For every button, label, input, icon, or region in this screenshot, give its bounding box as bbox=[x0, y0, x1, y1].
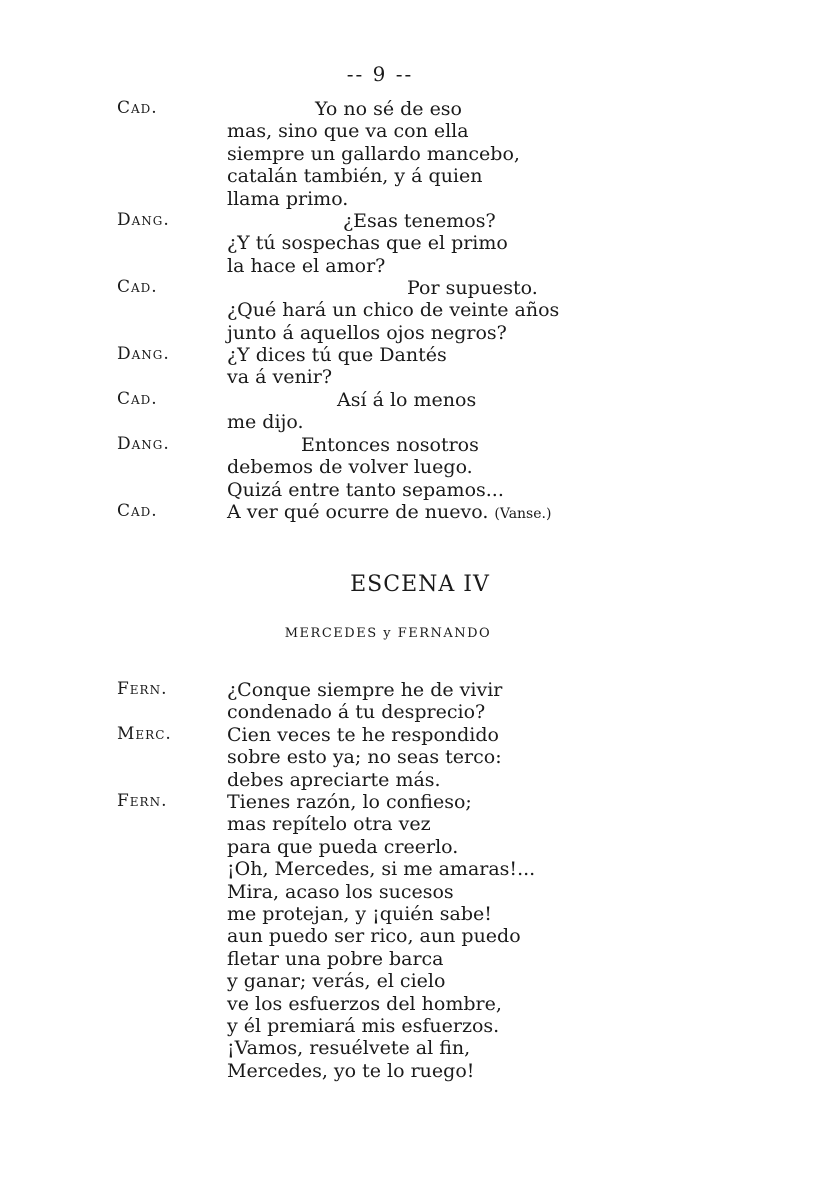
speech-lines bbox=[227, 791, 787, 1082]
verse-line: ve los esfuerzos del hombre, bbox=[227, 992, 502, 1015]
verse-line: Mercedes, yo te lo ruego! bbox=[227, 1059, 475, 1082]
verse-line: debemos de volver luego. bbox=[227, 456, 473, 479]
verse-line: para que pueda creerlo. bbox=[227, 835, 459, 858]
speech-lines bbox=[227, 98, 787, 210]
speaker-name: Dang. bbox=[117, 210, 170, 230]
speech-lines bbox=[227, 210, 787, 277]
speech-lines bbox=[227, 434, 787, 501]
verse-line: condenado á tu desprecio? bbox=[227, 701, 486, 724]
verse-line: Así á lo menos bbox=[337, 389, 477, 411]
verse-line: me dijo. bbox=[227, 411, 304, 434]
scene-title: ESCENA IV bbox=[350, 572, 490, 597]
speech-lines bbox=[227, 724, 787, 791]
verse-line: Quizá entre tanto sepamos... bbox=[227, 478, 504, 501]
verse-line: Entonces nosotros bbox=[301, 434, 479, 456]
verse-line: y él premiará mis esfuerzos. bbox=[227, 1014, 500, 1037]
page-number: -- 9 -- bbox=[346, 62, 414, 86]
verse-line bbox=[227, 501, 787, 523]
speech-lines bbox=[227, 277, 787, 344]
speech-lines bbox=[227, 501, 787, 523]
speaker-name: Merc. bbox=[117, 724, 172, 744]
verse-line: mas, sino que va con ella bbox=[227, 120, 469, 143]
verse-line: Tienes razón, lo confieso; bbox=[227, 791, 472, 813]
verse-line: catalán también, y á quien bbox=[227, 165, 483, 188]
speaker-name: Cad. bbox=[117, 501, 158, 521]
speaker-name: Cad. bbox=[117, 389, 158, 409]
verse-line: llama primo. bbox=[227, 187, 349, 210]
verse-line: junto á aquellos ojos negros? bbox=[227, 321, 507, 344]
verse-line: ¡Vamos, resuélvete al fin, bbox=[227, 1037, 471, 1060]
verse-line: Mira, acaso los sucesos bbox=[227, 880, 454, 903]
speech-lines bbox=[227, 679, 787, 724]
verse-line: ¿Conque siempre he de vivir bbox=[227, 679, 503, 701]
speech-lines bbox=[227, 344, 787, 389]
speaker-name: Cad. bbox=[117, 98, 158, 118]
verse-line: Cien veces te he respondido bbox=[227, 724, 499, 746]
verse-line: siempre un gallardo mancebo, bbox=[227, 142, 520, 165]
verse-text: A ver qué ocurre de nuevo. bbox=[227, 501, 489, 523]
speaker-name: Dang. bbox=[117, 434, 170, 454]
verse-line: ¡Oh, Mercedes, si me amaras!... bbox=[227, 858, 536, 881]
verse-line: la hace el amor? bbox=[227, 254, 386, 277]
speaker-name: Cad. bbox=[117, 277, 158, 297]
verse-line: Por supuesto. bbox=[407, 277, 538, 299]
speech-lines bbox=[227, 389, 787, 434]
verse-line: y ganar; verás, el cielo bbox=[227, 970, 446, 993]
verse-line: sobre esto ya; no seas terco: bbox=[227, 746, 502, 769]
verse-line: debes apreciarte más. bbox=[227, 768, 441, 791]
verse-line: fletar una pobre barca bbox=[227, 947, 444, 970]
verse-line: aun puedo ser rico, aun puedo bbox=[227, 925, 521, 948]
verse-line: ¿Y dices tú que Dantés bbox=[227, 344, 447, 366]
stage-direction: (Vanse.) bbox=[494, 506, 552, 522]
verse-line: ¿Qué hará un chico de veinte años bbox=[227, 299, 560, 322]
speaker-name: Dang. bbox=[117, 344, 170, 364]
verse-line: va á venir? bbox=[227, 366, 333, 389]
verse-line: mas repítelo otra vez bbox=[227, 813, 431, 836]
speaker-name: Fern. bbox=[117, 679, 168, 699]
verse-line: me protejan, y ¡quién sabe! bbox=[227, 902, 492, 925]
scene-characters: MERCEDES y FERNANDO bbox=[284, 626, 492, 641]
verse-line: ¿Y tú sospechas que el primo bbox=[227, 232, 508, 255]
speaker-name: Fern. bbox=[117, 791, 168, 811]
verse-line: Yo no sé de eso bbox=[315, 98, 462, 120]
verse-line: ¿Esas tenemos? bbox=[343, 210, 496, 232]
